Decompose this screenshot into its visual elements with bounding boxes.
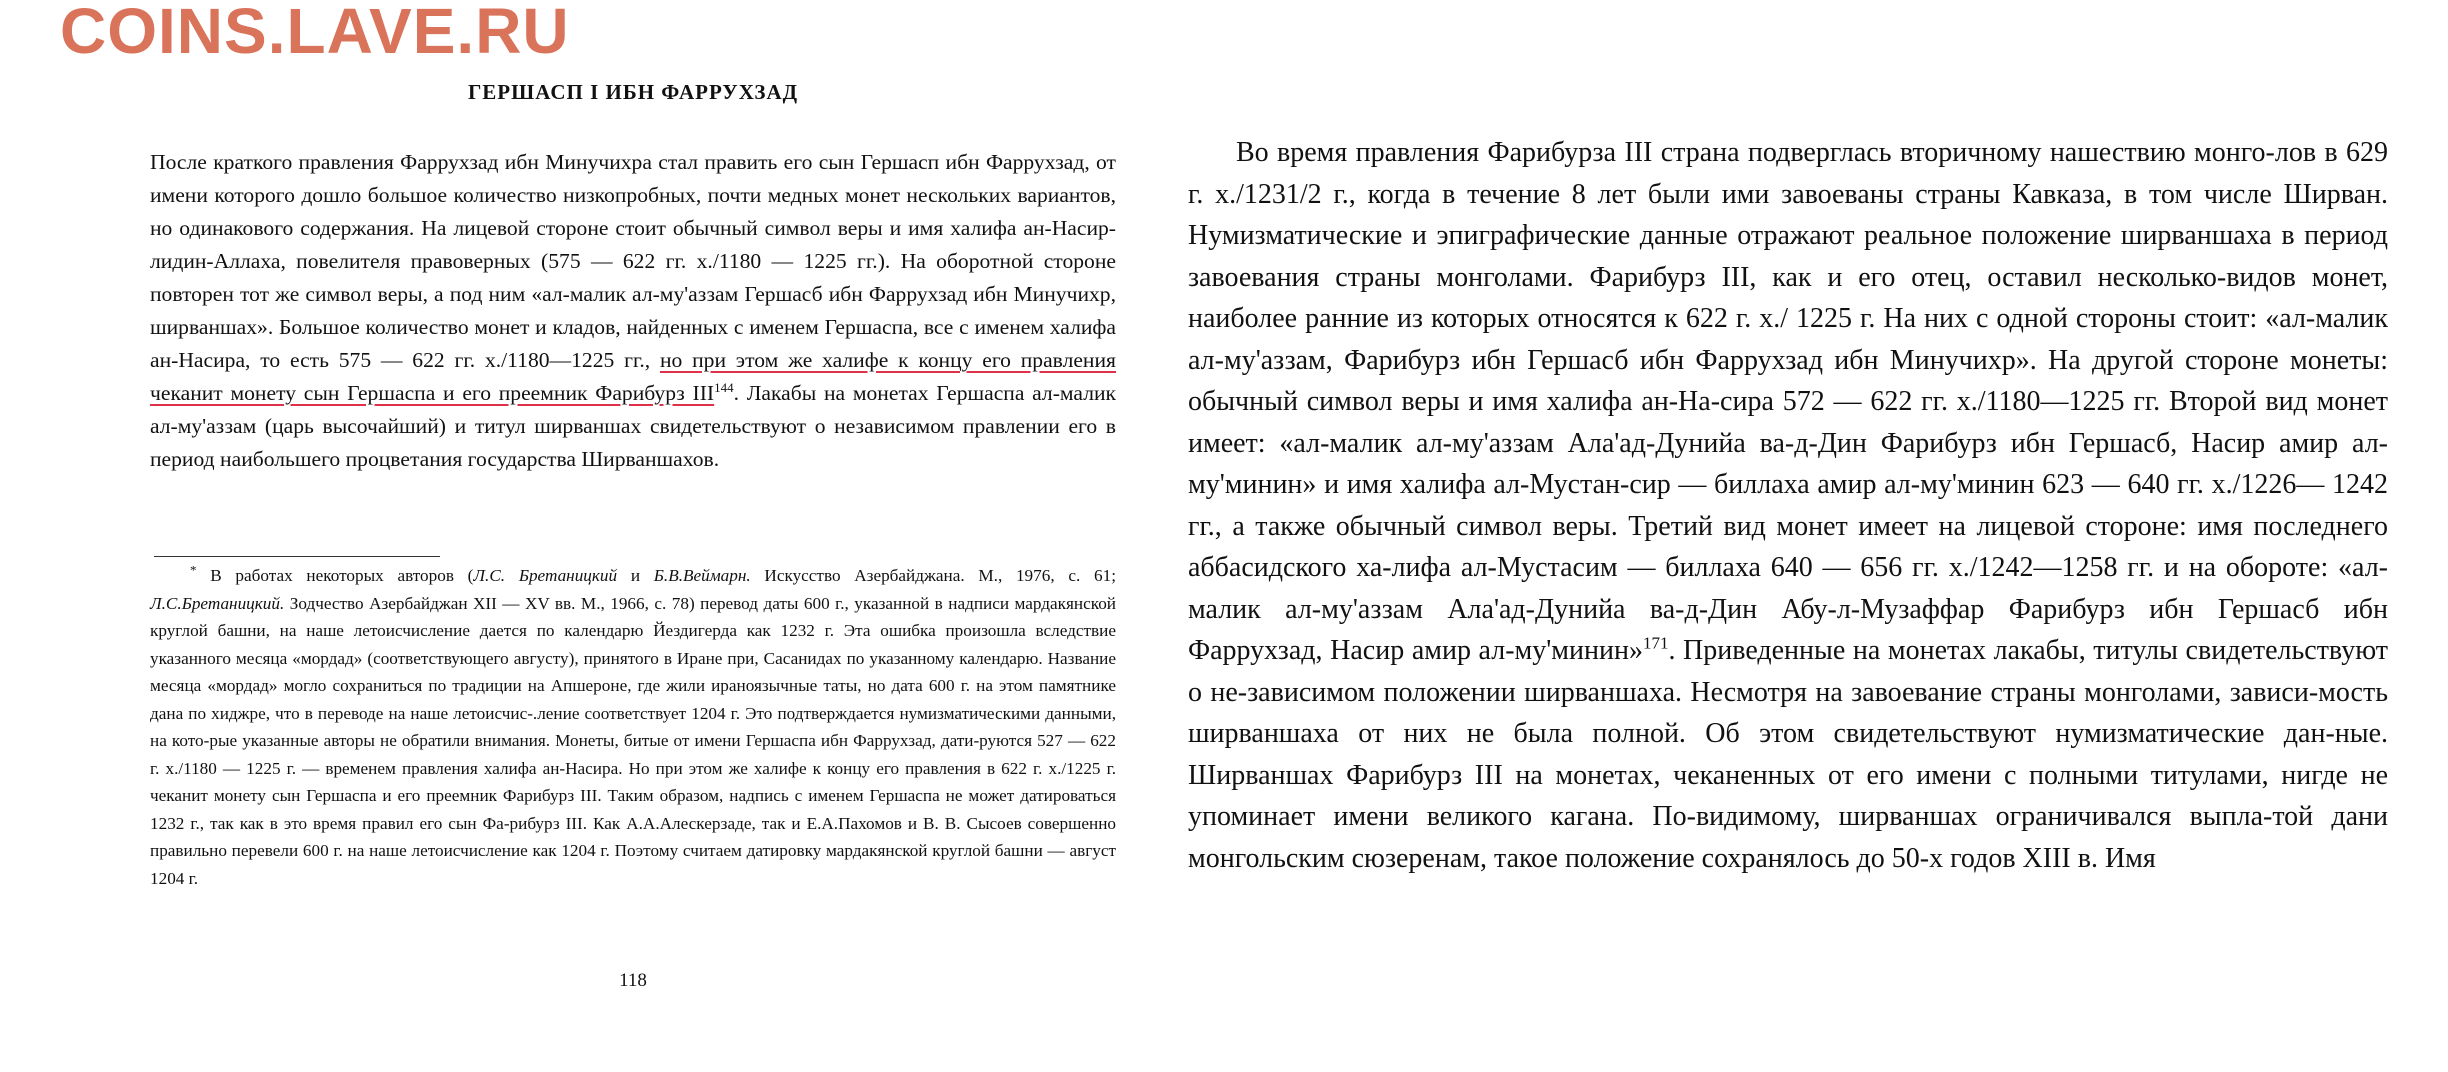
body-paragraph (150, 146, 1116, 476)
left-page (150, 0, 1116, 1072)
paragraph-text: Во время правления Фарибурза III страна подверглась вторичному нашествию монго-лов в 629 г. х./1231/2 г., когда в течение 8 лет были ими завоеваны страны Кавказа, в том числе Ширван. Нумизматические и эпиграфические данные отражают реальное положение ширваншаха в период завоевания страны монголами. Фарибурз III, как и его отец, оставил несколько-видов монет, наиболее ранние из которых относятся к 622 г. х./ 1225 г. На них с одной стороны стоит: «ал-малик ал-му'аззам, Фарибурз ибн Гершасб ибн Фаррухзад ибн Минучихр». На другой стороне монеты: обычный символ веры и имя халифа ан-На-сира 572 — 622 гг. х./1180—1225 гг. Второй вид монет имеет: «ал-малик ал-му'аззам Ала'ад-Дунийа ва-д-Дин Фарибурз ибн Гершасб, Насир амир ал-му'минин» и имя халифа ал-Мустан-сир — биллаха амир ал-му'минин 623 — 640 гг. х./1226— 1242 гг., а также обычный символ веры. Третий вид монет имеет на лицевой стороне: имя последнего аббасидского ха-лифа ал-Мустасим — биллаха 640 — 656 гг. х./1242—1258 гг. и на обороте: «ал-малик ал-му'аззам Ала'ад-Дунийа ва-д-Дин Абу-л-Музаффар Фарибурз ибн Гершасб ибн Фаррухзад, Насир амир ал-му'минин» (1188, 137, 2388, 666)
paragraph-text-continued: . Приведенные на монетах лакабы, титулы свидетельствуют о не-зависимом положении ширваншаха. Несмотря на завоевание страны монголами, зависи-мость ширваншаха от них не была полной. Об этом свидетельствуют нумизматические дан-ные. Ширваншах Фарибурз III на монетах, чеканенных от его имени с полными титулами, нигде не упоминает имени великого кагана. По-видимому, ширваншах ограничивался выпла-той дани монгольским сюзеренам, такое положение сохранялось до 50-х годов XIII в. Имя (1188, 635, 2388, 874)
footnote-reference: 144 (714, 379, 734, 395)
underlined-passage: но при этом же халифе к концу его правления чеканит монету сын Гершаспа и его преемник Фарибурз III (150, 348, 1116, 405)
footnote-text: В работах некоторых авторов ( (196, 566, 474, 585)
page-number: 118 (619, 970, 647, 991)
author-name: Л.С.Бретаницкий. (150, 593, 285, 613)
footnote-text: Искусство Азербайджана. М., 1976, с. 61; (750, 566, 1116, 585)
footnote (150, 562, 1116, 892)
paragraph-text-continued: . Лакабы на монетах Гершаспа ал-малик ал-му'аззам (царь высочайший) и титул ширваншах свидетельствуют о независимом правлении его в период наибольшего процветания государства Ширваншахов. (150, 381, 1117, 471)
author-name: Б.В.Веймарн. (653, 566, 751, 585)
watermark: COINS.LAVE.RU (60, 0, 570, 67)
footnote-reference: 171 (1642, 633, 1669, 653)
footnote-divider (154, 556, 440, 557)
left-body-text (150, 146, 1116, 476)
footnote-mark: * (190, 562, 197, 578)
footnote-text: и (617, 566, 654, 585)
section-heading: ГЕРШАСП I ИБН ФАРРУХЗАД (467, 80, 799, 104)
author-name: Л.С. Бретаницкий (473, 566, 618, 585)
body-paragraph (1188, 132, 2388, 879)
footnote-text: Зодчество Азербайджан XII — XV вв. М., 1966, с. 78) перевод даты 600 г., указанной в надписи мардакянской круглой башни, на наше летоисчисление дается по календарю Йездигерда как 1232 г. Эта ошибка произошла вследствие указанного месяца «мордад» (соответствующего августу), принятого в Иране при, Сасанидах по указанному календарю. Название месяца «мордад» могло сохраниться по традиции на Апшероне, где жили ираноязычные таты, но дата 600 г. на этом памятнике дана по хиджре, что в переводе на наше летоисчис-.ление соответствует 1204 г. Это подтверждается нумизматическими данными, на кото-рые указанные авторы не обратили внимания. Монеты, битые от имени Гершаспа ибн Фаррухзад, дати-руются 527 — 622 г. х./1180 — 1225 г. — временем правления халифа ан-Насира. Но при этом же халифе к концу его правления в 622 г. х./1225 г. чеканит монету сын Гершаспа и его преемник Фарибурз III. Таким образом, надпись с именем Гершаспа не может датироваться 1232 г., так как в это время правил его сын Фа-рибурз III. Как А.А.Алескерзаде, так и Е.А.Пахомов и В. В. Сысоев совершенно правильно перевели 600 г. на наше летоисчисление как 1204 г. Поэтому считаем датировку мардакянской круглой башни — август 1204 г. (150, 593, 1116, 888)
right-page (1188, 132, 2388, 879)
paragraph-text: После краткого правления Фаррухзад ибн Минучихра стал править его сын Гершасп ибн Фаррухзад, от имени которого дошло большое количество низкопробных, почти медных монет нескольких вариантов, но одинакового содержания. На лицевой стороне стоит обычный символ веры и имя халифа ан-Насир-лидин-Аллаха, повелителя правоверных (575 — 622 гг. х./1180 — 1225 гг.). На оборотной стороне повторен тот же символ веры, а под ним «ал-малик ал-му'аззам Гершасб ибн Фаррухзад ибн Минучихр, ширваншах». Большое количество монет и кладов, найденных с именем Гершаспа, все с именем халифа ан-Насира, то есть 575 — 622 гг. х./1180—1225 гг., (150, 150, 1116, 372)
